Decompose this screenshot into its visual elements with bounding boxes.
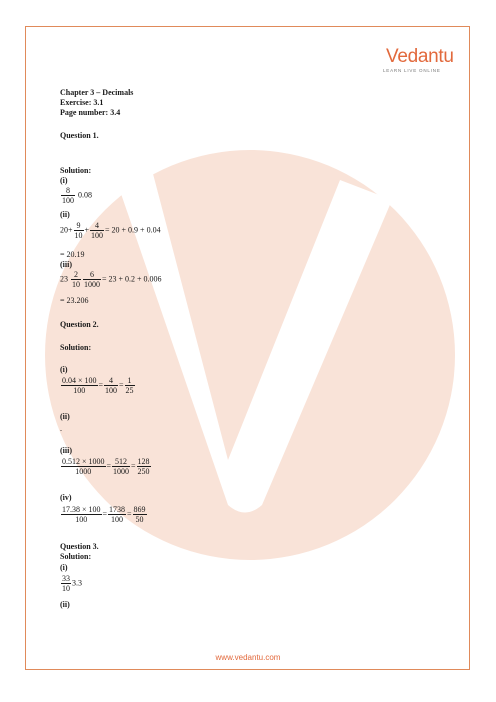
- q3-part-i-expression: $\frac{33}{10}$ 3.3: [62, 574, 82, 593]
- fraction: $\frac{869}{50}$: [133, 505, 146, 524]
- exercise-heading: Exercise: 3.1: [60, 98, 104, 107]
- q2-part-iv-expression: $\frac{17.38 \times 100}{100}$ = $\frac{1738}{100}$ = $\frac{869}{50}$: [62, 505, 146, 524]
- q2-part-iv-label: (iv): [60, 493, 72, 502]
- q2-part-iii-expression: $\frac{0.512 \times 1000}{1000}$ = $\frac{512}{1000}$ = $\frac{128}{250}$: [62, 457, 150, 476]
- q2-part-i-expression: $\frac{0.04 \times 100}{100}$ = $\frac{4}{100}$ = $\frac{1}{25}$: [62, 376, 134, 395]
- q2-part-ii-label: (ii): [60, 412, 70, 421]
- question-1-title: Question 1.: [60, 131, 99, 140]
- fraction: $\frac{4}{100}$: [91, 221, 104, 240]
- q1-part-i-label: (i): [60, 176, 68, 185]
- question-2-title: Question 2.: [60, 320, 99, 329]
- q1-part-iii-label: (iii): [60, 260, 72, 269]
- fraction: $\frac{4}{100}$: [105, 376, 118, 395]
- question-3-title: Question 3.: [60, 542, 99, 551]
- fraction: $\frac{2}{10}$: [72, 270, 80, 289]
- logo-tagline: LEARN LIVE ONLINE: [383, 68, 441, 73]
- q1-part-ii-expression: 20+ $\frac{9}{10}$ + $\frac{4}{100}$ = 20 + 0.9 + 0.04: [60, 221, 161, 240]
- q2-solution-label: Solution:: [60, 343, 92, 352]
- q2-part-iii-label: (iii): [60, 446, 72, 455]
- q1-part-i-expression: $\frac{8}{100}$ 0.08: [62, 186, 92, 205]
- fraction: $\frac{1738}{100}$: [109, 505, 126, 524]
- vedantu-logo: Vedantu: [386, 46, 454, 67]
- chapter-heading: Chapter 3 – Decimals: [60, 88, 134, 97]
- q3-part-ii-label: (ii): [60, 600, 70, 609]
- fraction: $\frac{512}{1000}$: [113, 457, 130, 476]
- fraction: $\frac{33}{10}$: [62, 574, 70, 593]
- footer-url[interactable]: www.vedantu.com: [215, 653, 281, 662]
- q2-part-i-label: (i): [60, 365, 68, 374]
- q1-part-ii-label: (ii): [60, 210, 70, 219]
- fraction: $\frac{1}{25}$: [125, 376, 134, 395]
- fraction: $\frac{6}{1000}$: [84, 270, 100, 289]
- q1-solution-label: Solution:: [60, 166, 92, 175]
- q2-part-ii-content: .: [60, 424, 62, 433]
- q3-solution-label: Solution:: [60, 552, 92, 561]
- page-number-heading: Page number: 3.4: [60, 108, 121, 117]
- q3-part-i-label: (i): [60, 563, 68, 572]
- q1-part-iii-expression: 23 $\frac{2}{10}$ $\frac{6}{1000}$ = 23 + 0.2 + 0.006: [60, 270, 162, 289]
- fraction: $\frac{128}{250}$: [137, 457, 150, 476]
- fraction: $\frac{8}{100}$: [62, 186, 74, 205]
- fraction: $\frac{0.04 \times 100}{100}$: [62, 376, 97, 395]
- fraction: $\frac{0.512 \times 1000}{1000}$: [62, 457, 105, 476]
- fraction: $\frac{17.38 \times 100}{100}$: [62, 505, 101, 524]
- q1-part-ii-result: = 20.19: [60, 250, 85, 259]
- fraction: $\frac{9}{10}$: [74, 221, 83, 240]
- q1-part-iii-result: = 23.206: [60, 296, 89, 305]
